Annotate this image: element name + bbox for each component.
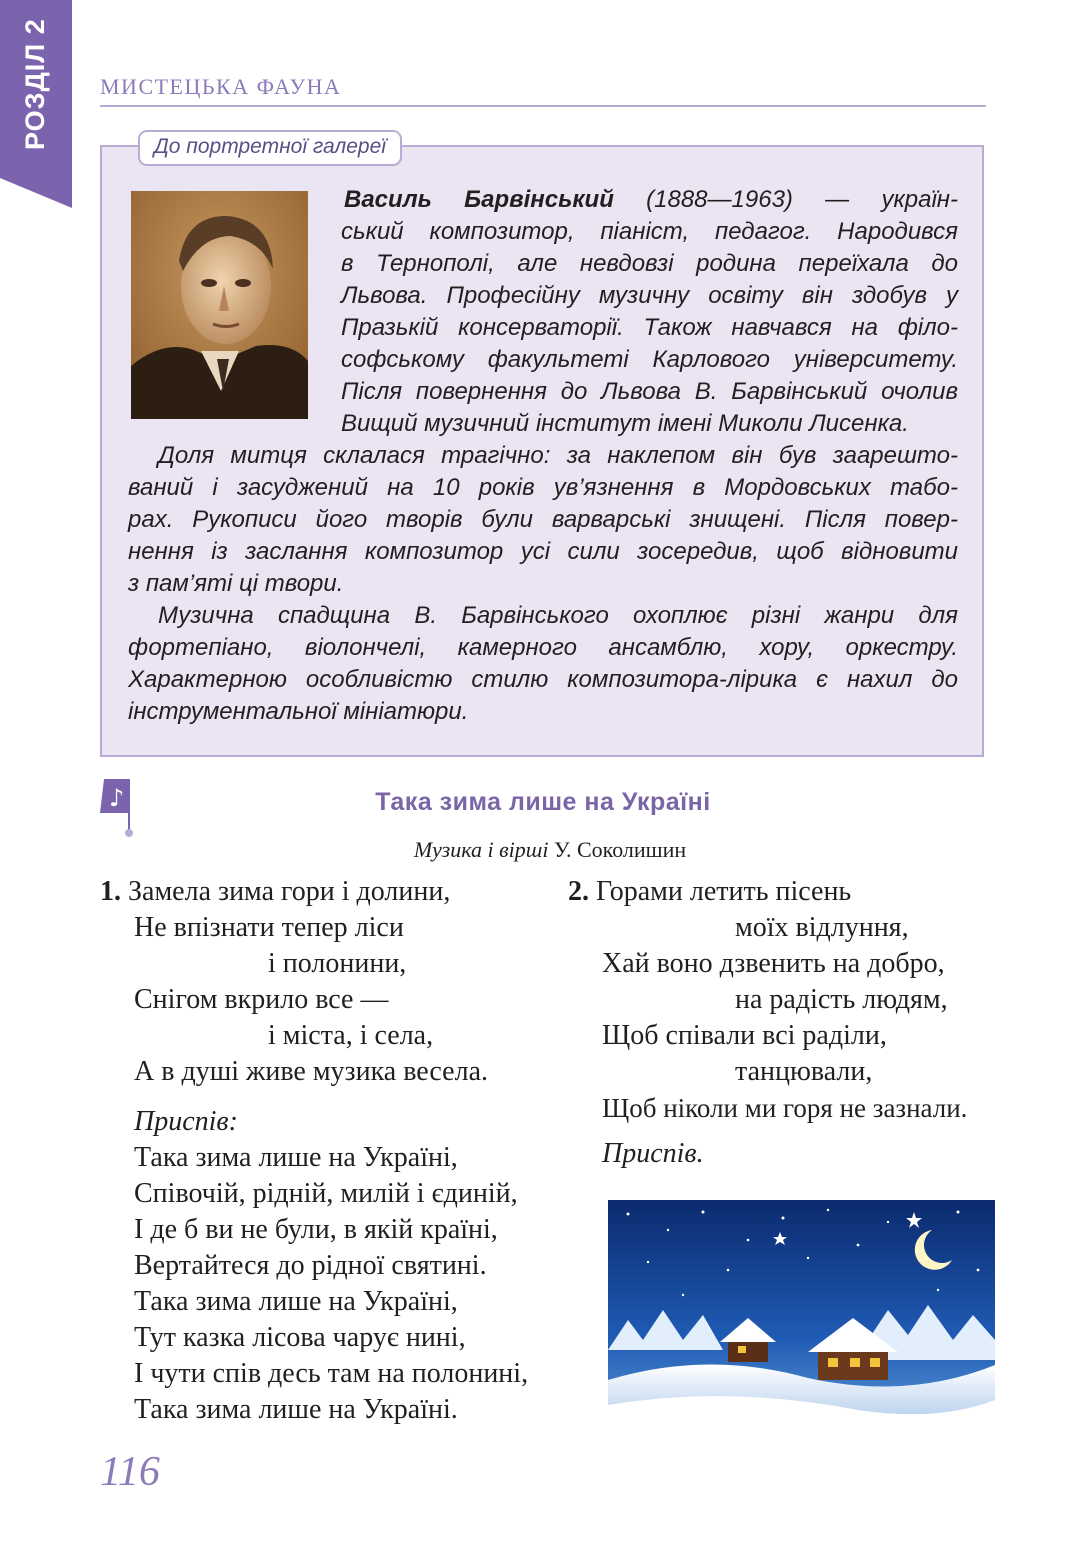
bio-line: Львова. Професійну музичну освіту він здобув у: [341, 282, 958, 309]
verse-number: 1.: [100, 876, 121, 907]
song-credit: [0, 837, 1072, 863]
chorus-line: Така зима лише на Україні.: [134, 1394, 458, 1425]
bio-line: рах. Рукописи його творів були варварські знищені. Після повер-: [128, 506, 958, 533]
bio-line: нення із заслання композитор усі сили зосередив, щоб відновити: [128, 538, 958, 565]
chorus-line: Вертайтеся до рідної святині.: [134, 1250, 487, 1281]
lyric-line: Щоб ніколи ми горя не зазнали.: [602, 1093, 968, 1123]
chorus-line: Співочій, рідній, милій і єдиній,: [134, 1178, 518, 1209]
lyric-line: танцювали,: [735, 1056, 873, 1087]
credit-label: Музика і вірші: [413, 837, 549, 862]
chorus-label: Приспів:: [134, 1106, 238, 1137]
bio-line: з пам’яті ці твори.: [128, 570, 344, 597]
bio-line: Празькій консерваторії. Також навчався на філо-: [341, 314, 958, 341]
chorus-reference: Приспів.: [602, 1138, 704, 1169]
header-divider: [100, 105, 986, 107]
bio-line: Після повернення до Львова В. Барвінський очолив: [341, 378, 958, 405]
chorus-line: Тут казка лісова чарує нині,: [134, 1322, 466, 1353]
bio-line: Вищий музичний інститут імені Миколи Лисенка.: [341, 410, 909, 437]
lyric-line: і міста, і села,: [268, 1020, 434, 1051]
lyric-line: А в душі живе музика весела.: [134, 1056, 488, 1087]
lyric-line: Щоб співали всі раділи,: [602, 1020, 887, 1051]
lyric-text: Горами летить пісень: [596, 876, 852, 907]
section-label: РОЗДІЛ 2: [20, 18, 50, 150]
bio-line: інструментальної мініатюри.: [128, 698, 469, 725]
credit-author: У. Соколишин: [548, 837, 687, 862]
winter-night-illustration: [608, 1200, 995, 1430]
bio-line: фортепіано, віолончелі, камерного ансамблю, хору, оркестру.: [128, 634, 958, 661]
lyric-line: і полонини,: [268, 948, 407, 979]
portrait-photo: [131, 191, 308, 419]
lyric-line: Не впізнати тепер ліси: [134, 912, 404, 943]
bio-line: в Тернополі, але невдовзі родина переїхала до: [341, 250, 958, 277]
page-number: 116: [100, 1449, 160, 1495]
lyric-line: Снігом вкрило все —: [134, 984, 389, 1015]
section-tab: [0, 0, 72, 208]
bio-line: Характерною особливістю стилю композитора-лірика є нахил до: [128, 666, 958, 693]
song-title: Така зима лише на Україні: [375, 788, 711, 816]
bio-line: Музична спадщина В. Барвінського охоплює різні жанри для: [158, 602, 958, 629]
lyric-line: [100, 874, 450, 910]
bio-line: софському факультеті Карлового університету.: [341, 346, 958, 373]
composer-name: Василь Барвінський: [344, 186, 614, 213]
lyric-line: [568, 874, 851, 910]
verse-number: 2.: [568, 876, 589, 907]
lyric-line: на радість людям,: [735, 984, 948, 1015]
chorus-line: Така зима лише на Україні,: [134, 1286, 458, 1317]
lyric-line: моїх відлуння,: [735, 912, 909, 943]
gallery-label: До портретної галереї: [138, 130, 402, 166]
bio-line: Доля митця склалася трагічно: за наклепом він був заарешто-: [158, 442, 958, 469]
svg-text:♪: ♪: [109, 784, 125, 812]
chorus-line: І чути спів десь там на полонині,: [134, 1358, 529, 1389]
chorus-line: І де б ви не були, в якій країні,: [134, 1214, 498, 1245]
chorus-line: Така зима лише на Україні,: [134, 1142, 458, 1173]
bio-line: [344, 184, 958, 216]
bio-line: ський композитор, піаніст, педагог. Народився: [341, 218, 958, 245]
bio-line-text: (1888—1963) — україн-: [613, 186, 958, 213]
lyric-line: Хай воно дзвенить на добро,: [602, 948, 945, 979]
lyric-text: Замела зима гори і долини,: [128, 876, 451, 907]
bio-line: ваний і засуджений на 10 років ув’язнення в Мордовських табо-: [128, 474, 958, 501]
running-head: МИСТЕЦЬКА ФАУНА: [100, 74, 342, 99]
